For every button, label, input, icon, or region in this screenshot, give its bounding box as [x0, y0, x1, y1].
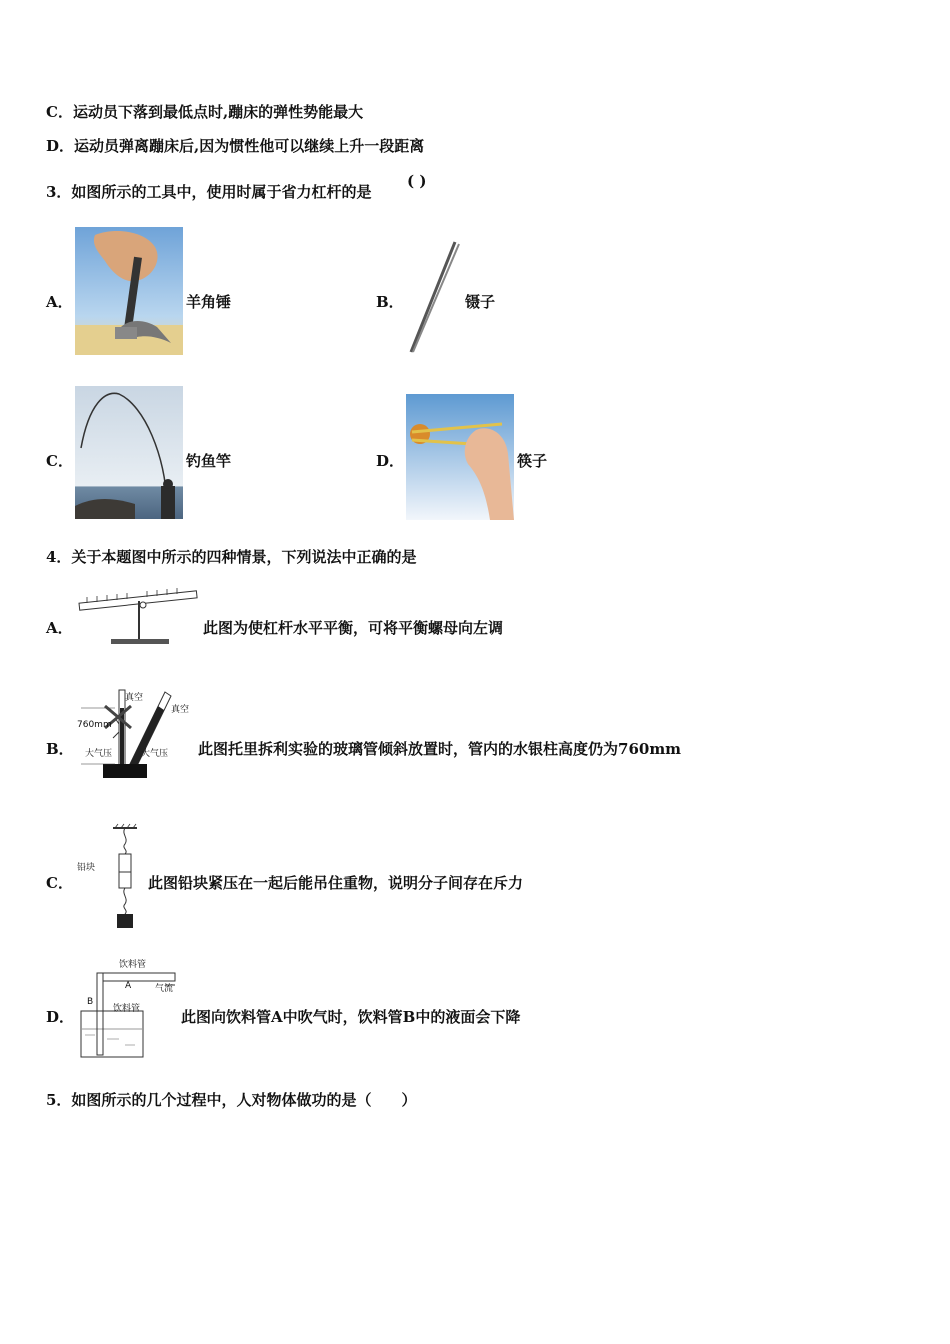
q3-option-d-letter: D． [376, 452, 405, 470]
airflow-label: 气流 [155, 984, 174, 994]
chopsticks-image [406, 394, 514, 520]
hammer-image [75, 227, 183, 355]
q3-option-a-letter: A． [46, 293, 73, 311]
lever-figure [75, 583, 201, 647]
q4-option-a-caption: 此图为使杠杆水平平衡，可将平衡螺母向左调 [203, 619, 504, 637]
q3-option-b-letter: B． [376, 293, 404, 311]
straw-label-bottom: 饮料管 [113, 1004, 141, 1014]
question-4-stem: 4．关于本题图中所示的四种情景，下列说法中正确的是 [46, 548, 417, 566]
atm-pressure-label-1: 大气压 [85, 749, 113, 759]
option-c-trampoline: C．运动员下落到最低点时,蹦床的弹性势能最大 [46, 103, 364, 121]
q3-option-d-caption: 筷子 [517, 452, 548, 470]
straw-label-top: 饮料管 [119, 960, 147, 970]
vacuum-label-2: 真空 [171, 705, 190, 715]
question-3-answer-blank: ( ) [407, 172, 427, 190]
q4-option-c-letter: C． [46, 874, 73, 892]
q3-option-a-caption: 羊角锤 [186, 293, 232, 311]
straw-b-label: B [87, 997, 94, 1007]
straw-a-label: A [125, 981, 132, 991]
q4-option-b-caption: 此图托里拆利实验的玻璃管倾斜放置时，管内的水银柱高度仍为760mm [198, 740, 682, 758]
torricelli-figure [75, 688, 195, 780]
question-3-stem: 3．如图所示的工具中，使用时属于省力杠杆的是 [46, 183, 372, 201]
fishing-rod-image [75, 386, 183, 519]
q4-option-a-letter: A． [46, 619, 73, 637]
q3-option-c-letter: C． [46, 452, 73, 470]
q3-option-b-caption: 镊子 [465, 293, 496, 311]
option-d-trampoline: D．运动员弹离蹦床后,因为惯性他可以继续上升一段距离 [46, 137, 425, 155]
straw-figure [75, 955, 179, 1061]
question-5-stem: 5．如图所示的几个过程中，人对物体做功的是（ ） [46, 1091, 417, 1109]
lead-blocks-figure [75, 822, 145, 930]
tweezers-image [403, 236, 463, 356]
lead-block-label: 铅块 [77, 863, 96, 873]
q4-option-b-letter: B． [46, 740, 74, 758]
atm-pressure-label-2: 大气压 [141, 749, 169, 759]
q4-option-d-caption: 此图向饮料管A中吹气时，饮料管B中的液面会下降 [181, 1008, 521, 1026]
vacuum-label-1: 真空 [125, 693, 144, 703]
height-label: 760mm [77, 720, 112, 730]
q3-option-c-caption: 钓鱼竿 [186, 452, 232, 470]
q4-option-c-caption: 此图铅块紧压在一起后能吊住重物，说明分子间存在斥力 [148, 874, 524, 892]
q4-option-d-letter: D． [46, 1008, 75, 1026]
